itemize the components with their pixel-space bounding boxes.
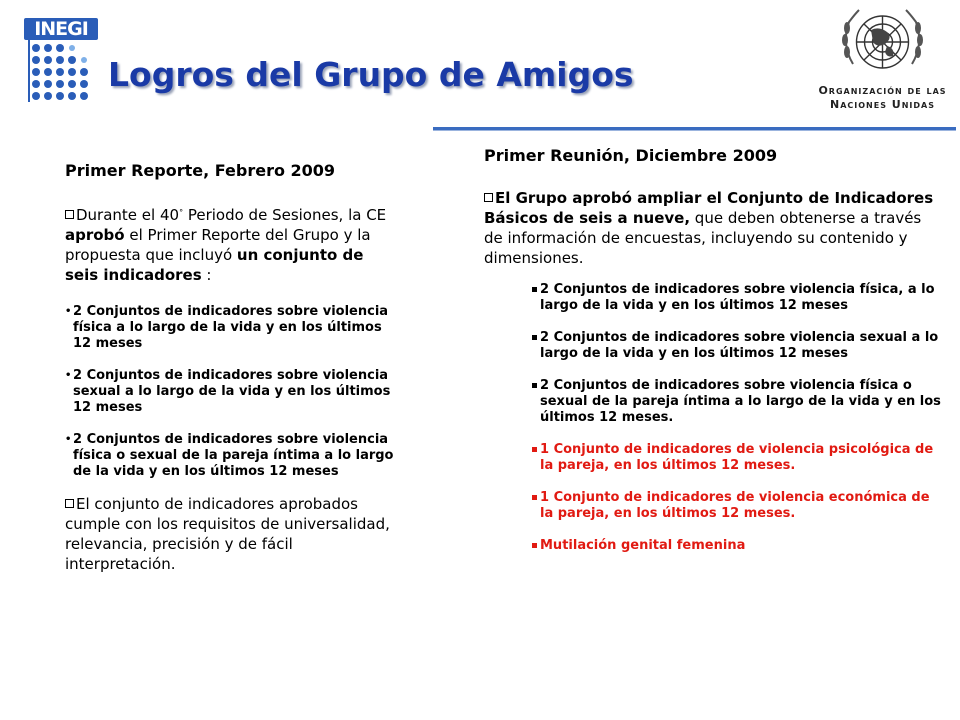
square-bullet-icon (532, 447, 537, 452)
checkbox-bullet-icon (484, 193, 493, 202)
right-heading: Primer Reunión, Diciembre 2009 (484, 146, 778, 165)
degree-mark: ° (179, 208, 184, 217)
list-item (532, 538, 944, 554)
inegi-logo-text: INEGI (24, 18, 98, 40)
list-item: • 2 Conjuntos de indicadores sobre violencia física o sexual de la pareja íntima a lo largo de la vida y en los últimos 12 meses (65, 432, 401, 480)
left-intro-text-1: Durante el 40 (76, 206, 180, 224)
right-column (484, 146, 944, 570)
right-bullet-list (484, 282, 944, 554)
list-item-text: 1 Conjunto de indicadores de violencia psicológica de la pareja, en los últimos 12 meses. (540, 442, 934, 473)
list-item-text: 1 Conjunto de indicadores de violencia económica de la pareja, en los últimos 12 meses. (540, 490, 930, 521)
square-bullet-icon (532, 383, 537, 388)
left-intro-bold-2: un conjunto de seis indicadores (65, 246, 364, 284)
left-intro-text-3: el Primer Reporte del Grupo y la propuesta que incluyó (65, 226, 371, 264)
left-intro-bold-1: aprobó (65, 226, 125, 244)
un-logo-line1: Organización de las (818, 84, 947, 97)
list-item-text: 2 Conjuntos de indicadores sobre violencia física o sexual de la pareja íntima a lo largo de la vida y en los últimos 12 meses. (540, 378, 941, 425)
checkbox-bullet-icon (65, 210, 74, 219)
left-closing (65, 494, 401, 574)
list-item (532, 378, 944, 426)
square-bullet-icon (532, 335, 537, 340)
un-emblem-icon (835, 4, 930, 84)
left-column (65, 161, 401, 593)
square-bullet-icon (532, 495, 537, 500)
un-logo (815, 4, 950, 116)
left-bullet-list (65, 304, 401, 480)
left-heading: Primer Reporte, Febrero 2009 (65, 161, 336, 180)
right-intro-text: que deben obtenerse a través de información de encuestas, incluyendo su contenido y dimensiones. (484, 209, 922, 267)
un-logo-line2: Naciones Unidas (830, 98, 935, 111)
inegi-logo (24, 18, 98, 104)
left-intro-text-2: Periodo de Sesiones, la CE (183, 206, 387, 224)
list-item (532, 330, 944, 362)
list-item (532, 490, 944, 522)
right-intro-bold: El Grupo aprobó ampliar el Conjunto de Indicadores Básicos de seis a nueve, (484, 189, 934, 227)
square-bullet-icon (532, 543, 537, 548)
inegi-dots-icon (28, 40, 94, 102)
list-item-text: Mutilación genital femenina (540, 538, 746, 553)
slide-title: Logros del Grupo de Amigos (108, 55, 634, 94)
list-item (532, 282, 944, 314)
right-intro (484, 188, 944, 268)
left-closing-text: El conjunto de indicadores aprobados cumple con los requisitos de universalidad, relevancia, precisión y de fácil interpretación. (65, 495, 390, 573)
list-item-text: 2 Conjuntos de indicadores sobre violencia física, a lo largo de la vida y en los últimos 12 meses (540, 282, 935, 313)
list-item-text: 2 Conjuntos de indicadores sobre violencia sexual a lo largo de la vida y en los últimos 12 meses (540, 330, 939, 361)
checkbox-bullet-icon (65, 499, 74, 508)
left-intro (65, 203, 401, 285)
title-divider-shadow (433, 130, 956, 131)
list-item: • 2 Conjuntos de indicadores sobre violencia física a lo largo de la vida y en los últimos 12 meses (65, 304, 401, 352)
list-item (532, 442, 944, 474)
left-intro-text-4: : (201, 266, 212, 284)
list-item: • 2 Conjuntos de indicadores sobre violencia sexual a lo largo de la vida y en los últimos 12 meses (65, 368, 401, 416)
square-bullet-icon (532, 287, 537, 292)
